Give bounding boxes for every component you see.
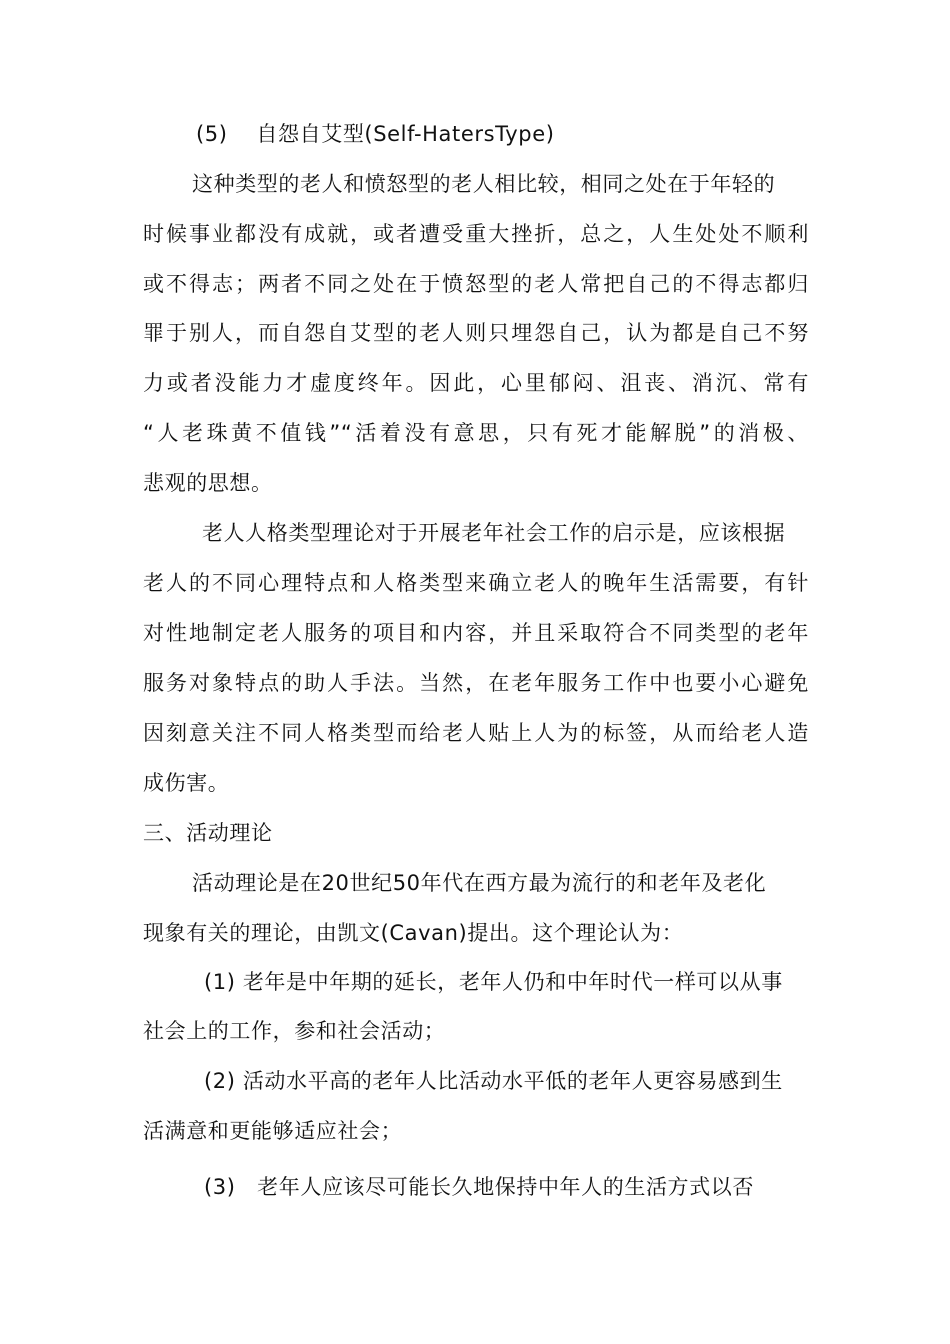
- paragraph-line: “人老珠黄不值钱”“活着没有意思，只有死才能解脱”的消极、: [143, 421, 809, 445]
- list-item-line: 社会上的工作，参和社会活动；: [143, 1019, 446, 1043]
- list-item-line: (3) 老年人应该尽可能长久地保持中年人的生活方式以否: [204, 1175, 754, 1199]
- list-item-line: (2) 活动水平高的老年人比活动水平低的老年人更容易感到生: [204, 1069, 783, 1093]
- paragraph-line: 罪于别人，而自怨自艾型的老人则只埋怨自己，认为都是自己不努: [143, 321, 809, 345]
- subsection-heading-self-haters: (5) 自怨自艾型(Self-HatersType): [196, 122, 555, 146]
- paragraph-line: 对性地制定老人服务的项目和内容，并且采取符合不同类型的老年: [143, 621, 809, 645]
- paragraph-line: 老人的不同心理特点和人格类型来确立老人的晚年生活需要，有针: [143, 571, 809, 595]
- paragraph-line: 悲观的思想。: [143, 471, 273, 495]
- list-item-line: (1) 老年是中年期的延长，老年人仍和中年时代一样可以从事: [204, 970, 783, 994]
- paragraph-line: 这种类型的老人和愤怒型的老人相比较，相同之处在于年轻的: [192, 172, 776, 196]
- section-heading-activity-theory: 三、活动理论: [143, 821, 273, 845]
- paragraph-line: 现象有关的理论，由凯文(Cavan)提出。这个理论认为：: [143, 921, 684, 945]
- paragraph-line: 成伤害。: [143, 771, 230, 795]
- paragraph-line: 时候事业都没有成就，或者遭受重大挫折，总之，人生处处不顺利: [143, 222, 809, 246]
- paragraph-line: 或不得志；两者不同之处在于愤怒型的老人常把自己的不得志都归: [143, 272, 809, 296]
- paragraph-line: 因刻意关注不同人格类型而给老人贴上人为的标签，从而给老人造: [143, 721, 809, 745]
- paragraph-line: 活动理论是在20世纪50年代在西方最为流行的和老年及老化: [192, 871, 767, 895]
- paragraph-line: 力或者没能力才虚度终年。因此，心里郁闷、沮丧、消沉、常有: [143, 371, 809, 395]
- paragraph-line: 服务对象特点的助人手法。当然，在老年服务工作中也要小心避免: [143, 671, 809, 695]
- list-item-line: 活满意和更能够适应社会；: [143, 1119, 403, 1143]
- paragraph-line: 老人人格类型理论对于开展老年社会工作的启示是，应该根据: [202, 521, 786, 545]
